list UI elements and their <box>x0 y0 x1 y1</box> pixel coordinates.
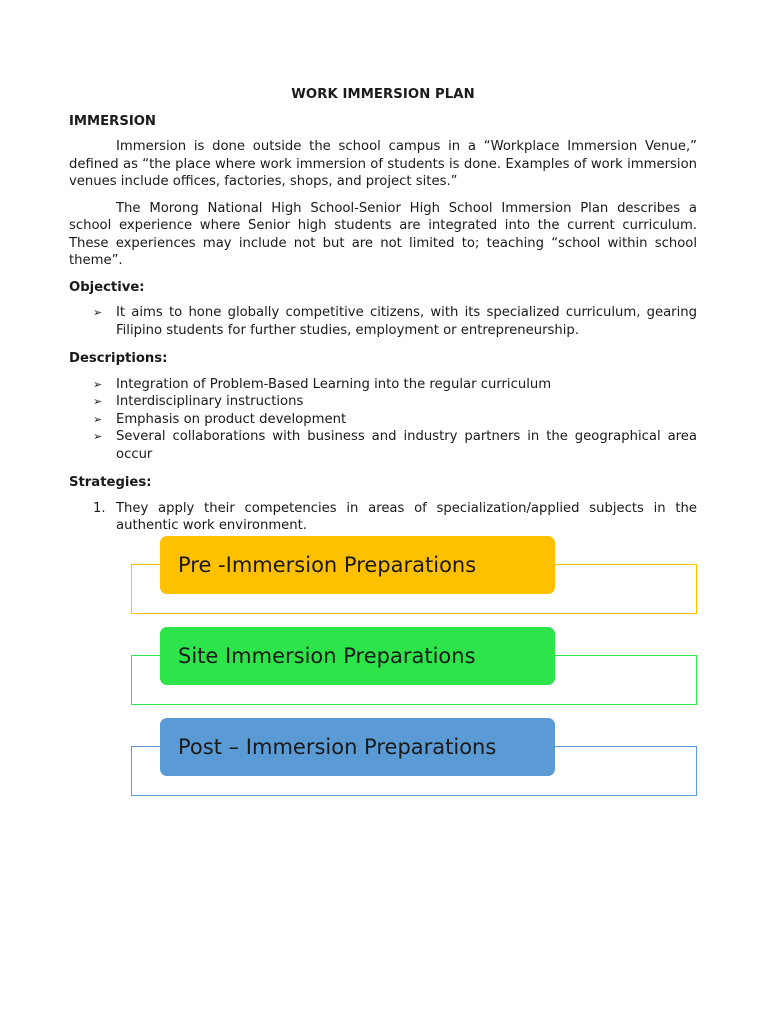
arrow-bullet-icon: ➢ <box>93 430 103 443</box>
objective-item <box>69 304 697 339</box>
description-item <box>69 411 697 429</box>
stage-label: Pre -Immersion Preparations <box>178 553 477 577</box>
stage-label: Post – Immersion Preparations <box>178 735 497 759</box>
strategy-item-number: 1. <box>93 500 106 516</box>
stage-label-box <box>160 718 555 776</box>
document-title: WORK IMMERSION PLAN <box>291 87 475 102</box>
arrow-bullet-icon: ➢ <box>93 395 103 408</box>
diagram-stage-site-immersion <box>0 627 768 717</box>
arrow-bullet-icon: ➢ <box>93 412 103 426</box>
description-item-text: Integration of Problem-Based Learning into the regular curriculum <box>116 376 552 392</box>
strategies-list <box>69 500 697 535</box>
diagram-stage-post-immersion <box>0 718 768 808</box>
strategies-heading: Strategies: <box>69 475 152 490</box>
description-item-text: Several collaborations with business and industry partners in the geographical area occur <box>116 429 697 462</box>
immersion-paragraph-1: Immersion is done outside the school campus in a “Workplace Immersion Venue,” defined as “the place where work immersion of students is done. Examples of work immersion venues include offices, factories, shops, and project sites.” <box>69 139 697 189</box>
document-body <box>69 86 697 535</box>
objective-item-text: It aims to hone globally competitive citizens, with its specialized curriculum, gearing Filipino students for further studies, employment or entrepreneurship. <box>116 305 697 338</box>
arrow-bullet-icon: ➢ <box>93 377 103 391</box>
description-item-text: Emphasis on product development <box>116 411 347 427</box>
diagram-stage-pre-immersion <box>0 536 768 626</box>
immersion-paragraph-2: The Morong National High School-Senior High School Immersion Plan describes a school experience where Senior high students are integrated into the current curriculum. These experiences may include not but are not limited to; teaching “school within school theme”. <box>69 200 697 268</box>
description-item <box>69 376 697 394</box>
description-item-text: Interdisciplinary instructions <box>116 394 304 409</box>
strategy-item-text: They apply their competencies in areas of specialization/applied subjects in the authentic work environment. <box>116 500 697 533</box>
description-item <box>69 393 697 411</box>
stage-label-box <box>160 536 555 594</box>
descriptions-heading: Descriptions: <box>69 351 168 366</box>
immersion-heading: IMMERSION <box>69 113 156 129</box>
strategy-item <box>69 500 697 535</box>
descriptions-list <box>69 376 697 464</box>
objective-list <box>69 304 697 339</box>
stage-label: Site Immersion Preparations <box>178 644 476 668</box>
stage-label-box <box>160 627 555 685</box>
objective-heading: Objective: <box>69 279 145 295</box>
arrow-bullet-icon: ➢ <box>93 306 103 319</box>
description-item <box>69 428 697 463</box>
